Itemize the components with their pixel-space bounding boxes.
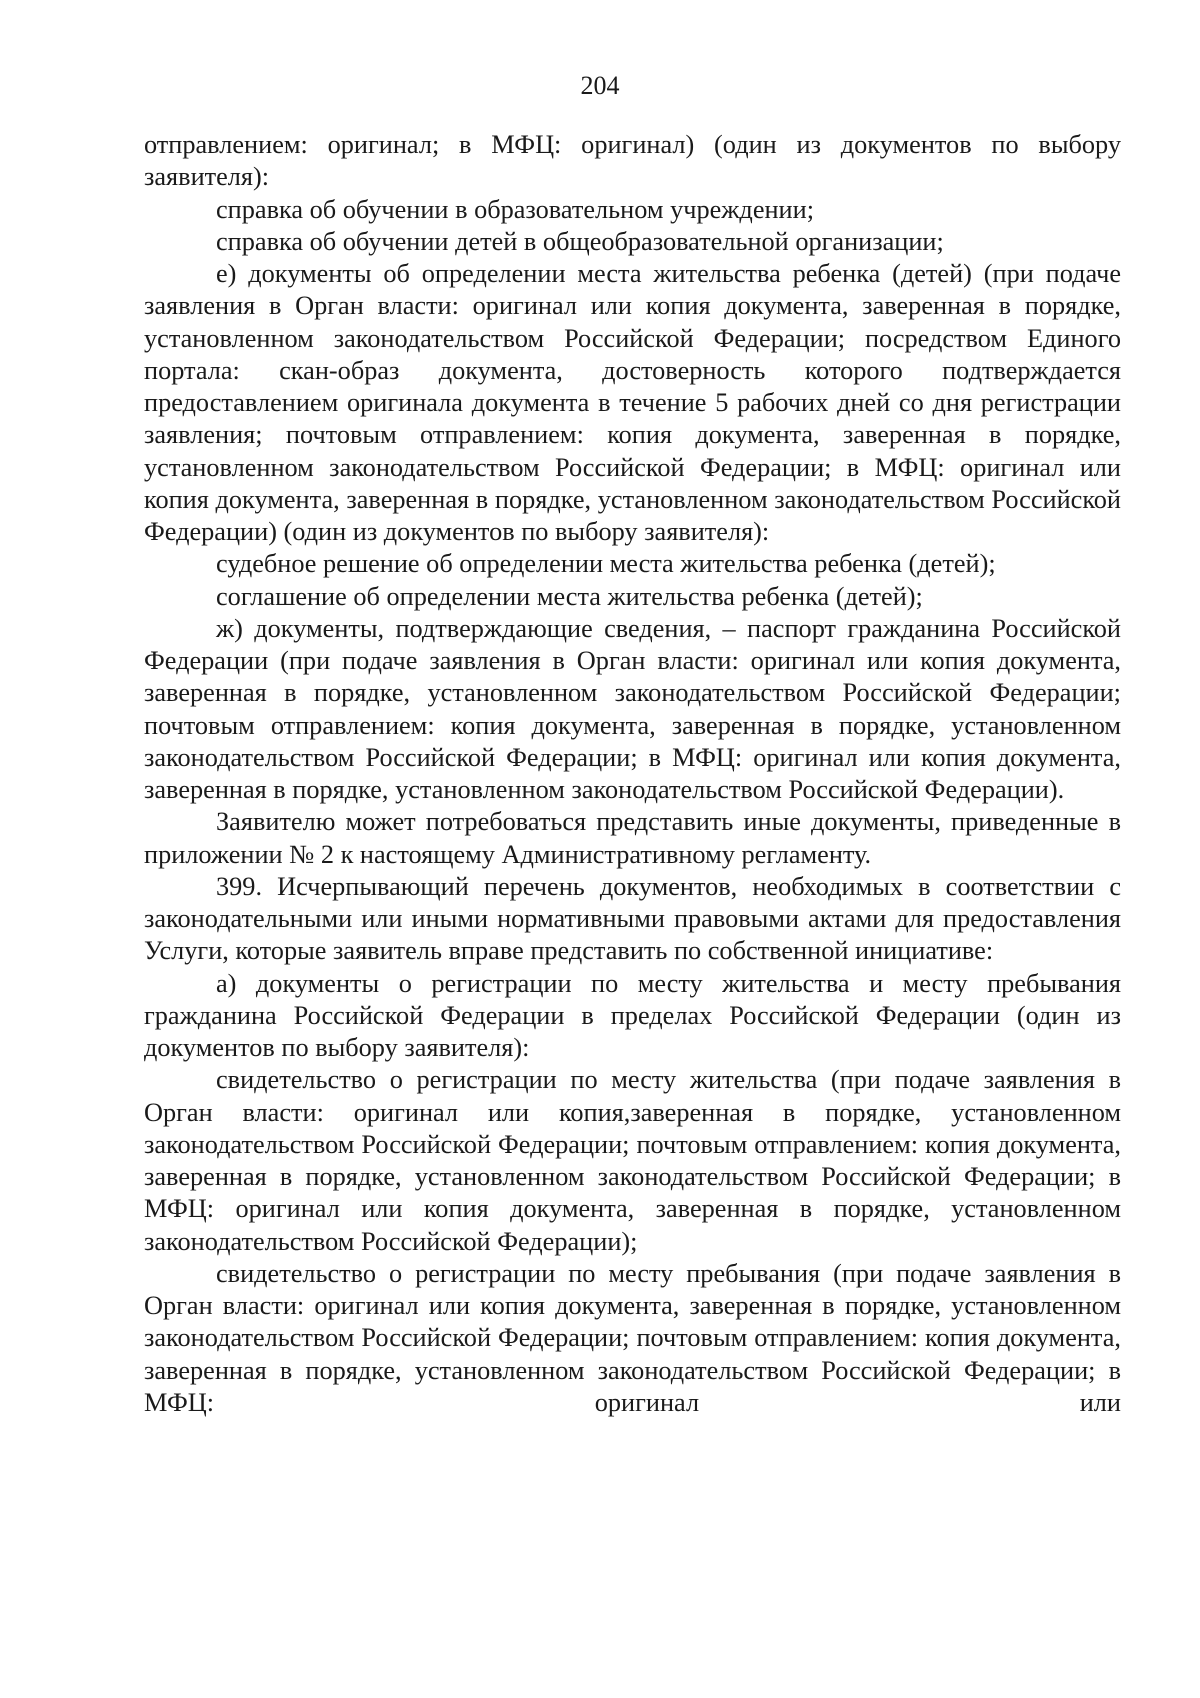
page-number: 204 bbox=[580, 71, 620, 100]
document-body bbox=[144, 129, 1121, 1419]
paragraph-residence-certificate: свидетельство о регистрации по месту жительства (при подаче заявления в Орган власти: оригинал или копия,заверенная в порядке, установленном законодательством Российской Федерации; почтовым отправлением: копия документа, заверенная в порядке, установленном законодательством Российской Федерации; в МФЦ: оригинал или копия документа, заверенная в порядке, установленном законодательством Российской Федерации); bbox=[144, 1065, 1121, 1256]
paragraph-school-certificate: справка об обучении детей в общеобразовательной организации; bbox=[216, 226, 944, 256]
paragraph-other-documents: Заявителю может потребоваться представить иные документы, приведенные в приложении № 2 к настоящему Административному регламенту. bbox=[144, 807, 1121, 869]
paragraph-399: 399. Исчерпывающий перечень документов, необходимых в соответствии с законодательными или иными нормативными правовыми актами для предоставления Услуги, которые заявитель вправе представить по собственной инициативе: bbox=[144, 871, 1121, 966]
paragraph-item-a: а) документы о регистрации по месту жительства и месту пребывания гражданина Российской Федерации в пределах Российской Федерации (один из документов по выбору заявителя): bbox=[144, 968, 1121, 1062]
paragraph-education-certificate: справка об обучении в образовательном учреждении; bbox=[216, 194, 815, 224]
paragraph-agreement: соглашение об определении места жительства ребенка (детей); bbox=[216, 581, 923, 611]
paragraph-item-zh: ж) документы, подтверждающие сведения, – паспорт гражданина Российской Федерации (при подаче заявления в Орган власти: оригинал или копия документа, заверенная в порядке, установленном законодательством Российской Федерации; почтовым отправлением: копия документа, заверенная в порядке, установленном законодательством Российской Федерации; в МФЦ: оригинал или копия документа, заверенная в порядке, установленном законодательством Российской Федерации). bbox=[144, 613, 1121, 804]
paragraph-continuation: отправлением: оригинал; в МФЦ: оригинал) (один из документов по выбору заявителя): bbox=[144, 130, 1121, 192]
paragraph-court-decision: судебное решение об определении места жительства ребенка (детей); bbox=[216, 549, 996, 579]
paragraph-item-e: е) документы об определении места жительства ребенка (детей) (при подаче заявления в Орган власти: оригинал или копия документа, заверенная в порядке, установленном законодательством Российской Федерации; посредством Единого портала: скан-образ документа, достоверность которого подтверждается предоставлением оригинала документа в течение 5 рабочих дней со дня регистрации заявления; почтовым отправлением: копия документа, заверенная в порядке, установленном законодательством Российской Федерации; в МФЦ: оригинал или копия документа, заверенная в порядке, установленном законодательством Российской Федерации) (один из документов по выбору заявителя): bbox=[144, 259, 1121, 546]
paragraph-stay-certificate: свидетельство о регистрации по месту пребывания (при подаче заявления в Орган власти: оригинал или копия документа, заверенная в порядке, установленном законодательством Российской Федерации; почтовым отправлением: копия документа, заверенная в порядке, установленном законодательством Российской Федерации; в МФЦ: оригинал или bbox=[144, 1258, 1121, 1417]
